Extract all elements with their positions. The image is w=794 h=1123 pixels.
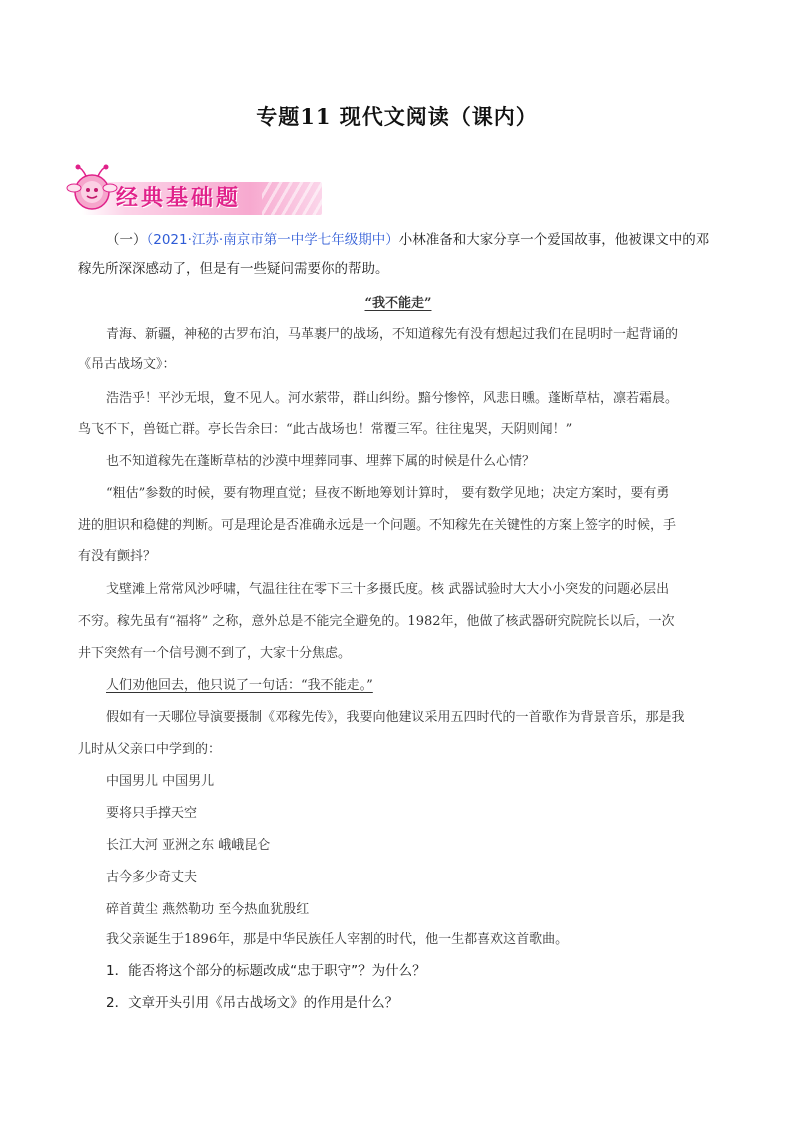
passage-line-underlined: [78, 676, 718, 696]
section-label: 经典基础题: [116, 186, 242, 211]
passage-line: “粗估”参数的时候，要有物理直觉；昼夜不断地筹划计算时， 要有数学见地；决定方案时，要有勇: [106, 486, 670, 501]
song-line: 古今多少奇丈夫: [106, 870, 198, 885]
passage-line: 鸟飞不下，兽铤亡群。亭长告余曰：“此古战场也！常覆三军。往往鬼哭，天阴则闻！”: [78, 422, 573, 437]
section-banner: [62, 162, 324, 218]
passage-line: 人们劝他回去，他只说了一句话：“我不能走。”: [106, 678, 373, 693]
question-1: 1．能否将这个部分的标题改成“忠于职守”？为什么？: [106, 963, 426, 979]
passage-line: 井下突然有一个信号测不到了，大家十分焦虑。: [78, 646, 352, 661]
passage-line: 有没有颤抖？: [78, 549, 157, 564]
question-2: 2．文章开头引用《吊古战场文》的作用是什么？: [106, 995, 399, 1011]
passage-line: 《吊古战场文》：: [78, 357, 176, 372]
passage-line: 我父亲诞生于1896年，那是中华民族任人宰割的时代，他一生都喜欢这首歌曲。: [106, 932, 569, 947]
question-source: （2021·江苏·南京市第一中学七年级期中）: [146, 232, 399, 248]
song-line: 中国男儿 中国男儿: [106, 774, 215, 789]
passage-line: 儿时从父亲口中学到的：: [78, 742, 222, 757]
passage-line: 浩浩乎！平沙无垠，夐不见人。河水萦带，群山纠纷。黯兮惨悴，风悲日曛。蓬断草枯，凛若霜晨。: [106, 391, 679, 406]
passage-line: 假如有一天哪位导演要摄制《邓稼先传》，我要向他建议采用五四时代的一首歌作为背景音乐，那是我: [106, 710, 685, 725]
intro-text-1: 小林准备和大家分享一个爱国故事，他被课文中的邓: [398, 232, 710, 248]
song-line: 要将只手撑天空: [106, 806, 198, 821]
intro-line-1: [78, 230, 718, 250]
passage-heading: “我不能走”: [364, 296, 432, 311]
passage-line: 进的胆识和稳健的判断。可是理论是否准确永远是一个问题。不知稼先在关键性的方案上签字的时候，手: [78, 518, 677, 533]
passage-line: 青海、新疆，神秘的古罗布泊，马革裹尸的战场，不知道稼先有没有想起过我们在昆明时一起背诵的: [106, 327, 679, 342]
intro-prefix: （一）: [106, 232, 147, 248]
intro-line-2: 稼先所深深感动了，但是有一些疑问需要你的帮助。: [78, 261, 389, 277]
page-title: 专题11 现代文阅读（课内）: [256, 104, 538, 129]
bee-icon: [62, 162, 120, 218]
song-line: 碎首黄尘 燕然勒功 至今热血犹殷红: [106, 902, 310, 917]
passage-line: 不穷。稼先虽有“福将” 之称，意外总是不能完全避免的。1982年，他做了核武器研究院院长以后，一次: [78, 614, 675, 629]
passage-line: 戈壁滩上常常风沙呼啸，气温往往在零下三十多摄氏度。核 武器试验时大大小小突发的问题必层出: [106, 582, 670, 597]
passage-line: 也不知道稼先在蓬断草枯的沙漠中埋葬同事、埋葬下属的时候是什么心情？: [106, 454, 536, 469]
banner-stripes: [262, 182, 324, 215]
song-line: 长江大河 亚洲之东 峨峨昆仑: [106, 838, 271, 853]
